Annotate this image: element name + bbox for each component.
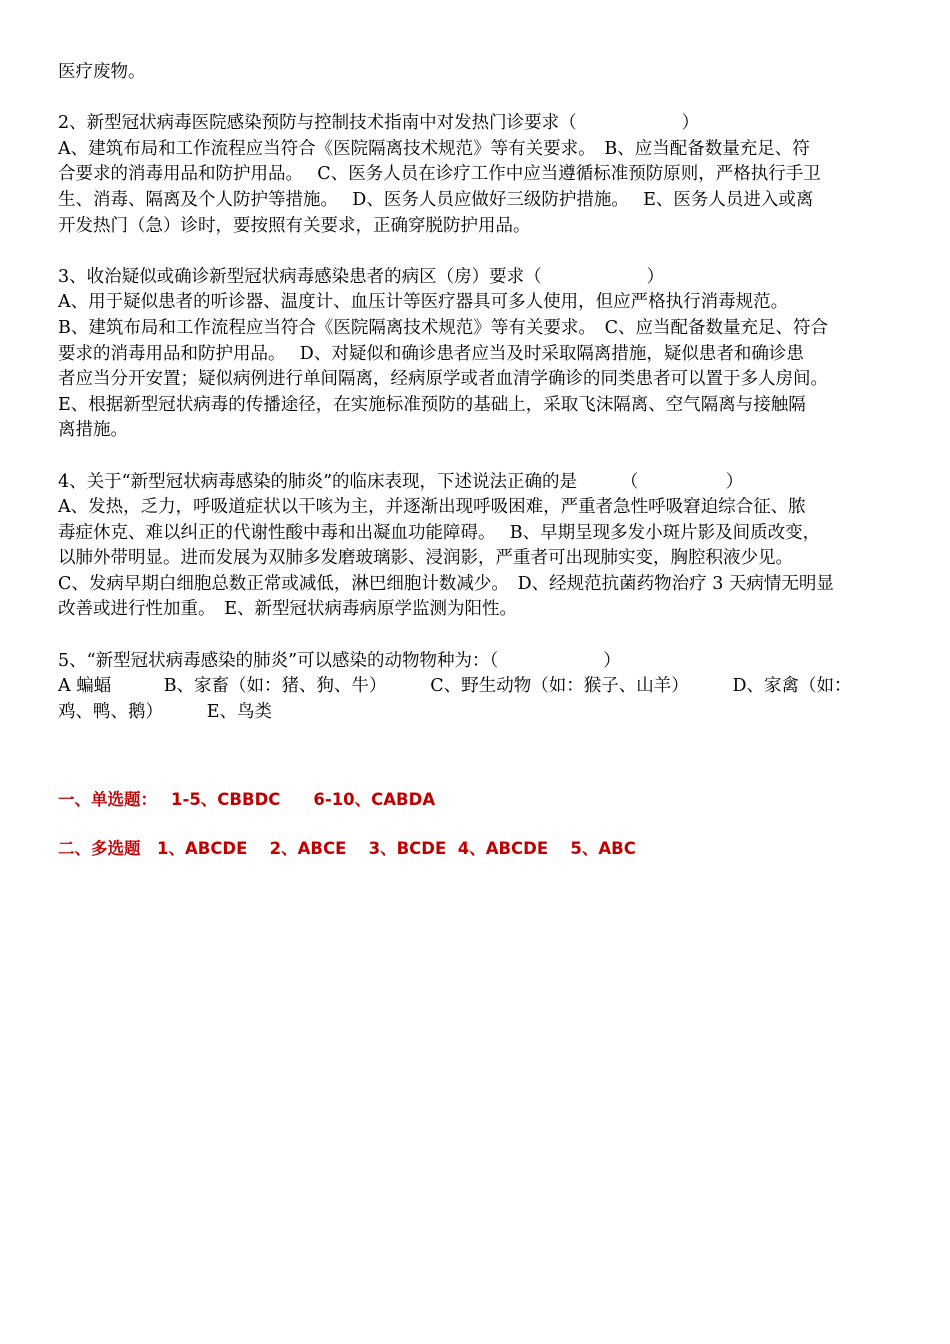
question-line: 5、“新型冠状病毒感染的肺炎”可以感染的动物物种为：（ ） [58, 650, 621, 671]
question-line: 合要求的消毒用品和防护用品。 C、医务人员在诊疗工作中应当遵循标准预防原则，严格执行手卫 [58, 164, 821, 185]
question-line: C、发病早期白细胞总数正常或减低，淋巴细胞计数减少。 D、经规范抗菌药物治疗 3 天病情无明显 [58, 573, 834, 594]
lead-line: 医疗废物。 [58, 62, 146, 82]
answer-key-multiple-choice: 二、多选题 1、ABCDE 2、ABCE 3、BCDE 4、ABCDE 5、ABC [58, 839, 636, 858]
answer-key-single-choice: 一、单选题： 1-5、CBBDC 6-10、CABDA [58, 790, 436, 809]
question-line: A、发热，乏力，呼吸道症状以干咳为主，并逐渐出现呼吸困难，严重者急性呼吸窘迫综合征、脓 [58, 497, 806, 518]
question-line: 鸡、鸭、鹅） E、鸟类 [58, 701, 273, 722]
question-line: 者应当分开安置；疑似病例进行单间隔离，经病原学或者血清学确诊的同类患者可以置于多人房间。 [58, 369, 828, 390]
question-line: 开发热门（急）诊时，要按照有关要求，正确穿脱防护用品。 [58, 215, 531, 236]
question-line: 2、新型冠状病毒医院感染预防与控制技术指南中对发热门诊要求（ ） [58, 113, 700, 134]
question-2 [58, 111, 894, 239]
question-line: 离措施。 [58, 420, 128, 441]
question-4 [58, 470, 894, 624]
question-line: B、建筑布局和工作流程应当符合《医院隔离技术规范》等有关要求。 C、应当配备数量充足、符合 [58, 317, 828, 338]
question-line: 4、关于“新型冠状病毒感染的肺炎”的临床表现，下述说法正确的是 （ ） [58, 471, 744, 492]
question-line: 以肺外带明显。进而发展为双肺多发磨玻璃影、浸润影，严重者可出现肺实变，胸腔积液少见。 [58, 548, 793, 569]
question-line: 3、收治疑似或确诊新型冠状病毒感染患者的病区（房）要求（ ） [58, 266, 665, 287]
question-line: A、用于疑似患者的听诊器、温度计、血压计等医疗器具可多人使用，但应严格执行消毒规范。 [58, 292, 789, 313]
question-3 [58, 265, 894, 444]
question-line: 要求的消毒用品和防护用品。 D、对疑似和确诊患者应当及时采取隔离措施，疑似患者和确诊患 [58, 343, 804, 364]
question-line: 毒症休克、难以纠正的代谢性酸中毒和出凝血功能障碍。 B、早期呈现多发小斑片影及间质改变， [58, 522, 821, 543]
question-line: A、建筑布局和工作流程应当符合《医院隔离技术规范》等有关要求。 B、应当配备数量充足、符 [58, 138, 810, 159]
question-line: A 蝙蝠 B、家畜（如：猪、狗、牛） C、野生动物（如：猴子、山羊） D、家禽（如： [58, 676, 852, 697]
question-5 [58, 649, 894, 726]
question-line: E、根据新型冠状病毒的传播途径，在实施标准预防的基础上，采取飞沫隔离、空气隔离与接触隔 [58, 394, 806, 415]
question-line: 改善或进行性加重。 E、新型冠状病毒病原学监测为阳性。 [58, 599, 518, 620]
question-line: 生、消毒、隔离及个人防护等措施。 D、医务人员应做好三级防护措施。 E、医务人员进入或离 [58, 189, 814, 210]
document-body [58, 60, 894, 725]
